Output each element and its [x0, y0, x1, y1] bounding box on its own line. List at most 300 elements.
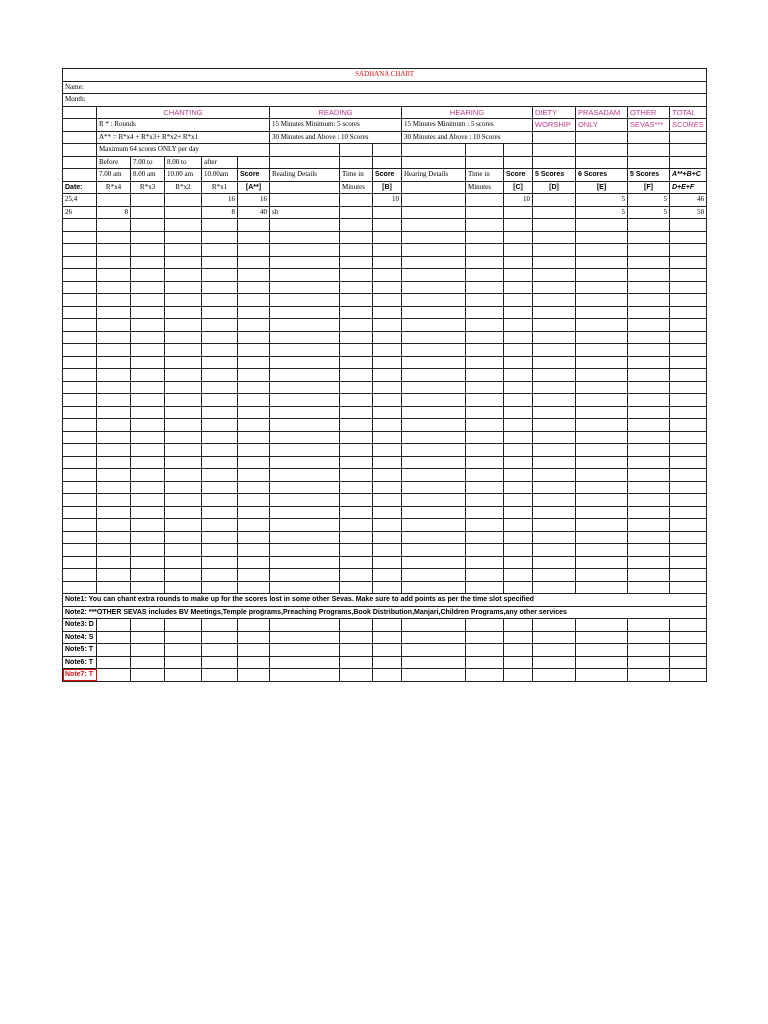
empty-cell[interactable]	[533, 394, 576, 407]
empty-cell[interactable]	[576, 356, 628, 369]
empty-cell[interactable]	[576, 569, 628, 582]
empty-cell[interactable]	[202, 456, 238, 469]
empty-cell[interactable]	[165, 331, 202, 344]
empty-cell[interactable]	[238, 256, 270, 269]
empty-cell[interactable]	[533, 631, 576, 644]
empty-cell[interactable]	[202, 431, 238, 444]
empty-cell[interactable]	[238, 494, 270, 507]
empty-cell[interactable]	[97, 331, 131, 344]
empty-cell[interactable]	[373, 369, 402, 382]
empty-cell[interactable]	[373, 394, 402, 407]
empty-cell[interactable]	[466, 619, 504, 632]
empty-cell[interactable]	[373, 656, 402, 669]
empty-cell[interactable]	[402, 506, 466, 519]
empty-cell[interactable]	[97, 619, 131, 632]
empty-cell[interactable]	[670, 281, 707, 294]
empty-cell[interactable]	[628, 219, 670, 232]
empty-cell[interactable]	[270, 556, 340, 569]
empty-cell[interactable]	[628, 519, 670, 532]
empty-cell[interactable]	[504, 569, 533, 582]
empty-cell[interactable]	[670, 406, 707, 419]
empty-cell[interactable]	[504, 394, 533, 407]
empty-cell[interactable]	[466, 294, 504, 307]
empty-cell[interactable]	[402, 344, 466, 357]
cell-hearing[interactable]	[402, 194, 466, 207]
empty-cell[interactable]	[202, 494, 238, 507]
empty-cell[interactable]	[628, 344, 670, 357]
empty-cell[interactable]	[270, 619, 340, 632]
empty-cell[interactable]	[533, 369, 576, 382]
empty-cell[interactable]	[202, 331, 238, 344]
empty-cell[interactable]	[670, 631, 707, 644]
empty-cell[interactable]	[131, 219, 165, 232]
empty-cell[interactable]	[628, 456, 670, 469]
empty-cell[interactable]	[270, 394, 340, 407]
empty-cell[interactable]	[466, 494, 504, 507]
cell-f[interactable]: 5	[628, 206, 670, 219]
empty-cell[interactable]	[270, 581, 340, 594]
empty-cell[interactable]	[504, 469, 533, 482]
empty-cell[interactable]	[504, 519, 533, 532]
empty-cell[interactable]	[238, 456, 270, 469]
empty-cell[interactable]	[402, 231, 466, 244]
empty-cell[interactable]	[340, 519, 373, 532]
empty-cell[interactable]	[238, 369, 270, 382]
empty-cell[interactable]	[97, 381, 131, 394]
empty-cell[interactable]	[63, 431, 97, 444]
empty-cell[interactable]	[533, 256, 576, 269]
empty-cell[interactable]	[466, 644, 504, 657]
empty-cell[interactable]	[165, 469, 202, 482]
empty-cell[interactable]	[533, 544, 576, 557]
empty-cell[interactable]	[628, 444, 670, 457]
empty-cell[interactable]	[340, 369, 373, 382]
empty-cell[interactable]	[533, 669, 576, 682]
empty-cell[interactable]	[202, 644, 238, 657]
empty-cell[interactable]	[63, 231, 97, 244]
empty-cell[interactable]	[202, 531, 238, 544]
empty-cell[interactable]	[165, 219, 202, 232]
empty-cell[interactable]	[63, 306, 97, 319]
empty-cell[interactable]	[131, 531, 165, 544]
empty-cell[interactable]	[165, 644, 202, 657]
empty-cell[interactable]	[202, 556, 238, 569]
empty-cell[interactable]	[373, 419, 402, 432]
cell-r2[interactable]	[165, 194, 202, 207]
empty-cell[interactable]	[340, 344, 373, 357]
empty-cell[interactable]	[131, 281, 165, 294]
empty-cell[interactable]	[340, 319, 373, 332]
empty-cell[interactable]	[504, 244, 533, 257]
empty-cell[interactable]	[340, 256, 373, 269]
cell-d[interactable]	[533, 194, 576, 207]
empty-cell[interactable]	[533, 444, 576, 457]
empty-cell[interactable]	[373, 519, 402, 532]
empty-cell[interactable]	[466, 319, 504, 332]
empty-cell[interactable]	[402, 294, 466, 307]
empty-cell[interactable]	[402, 481, 466, 494]
empty-cell[interactable]	[373, 669, 402, 682]
empty-cell[interactable]	[373, 294, 402, 307]
empty-cell[interactable]	[533, 219, 576, 232]
empty-cell[interactable]	[533, 294, 576, 307]
empty-cell[interactable]	[670, 444, 707, 457]
cell-c[interactable]: 10	[504, 194, 533, 207]
empty-cell[interactable]	[504, 381, 533, 394]
empty-cell[interactable]	[533, 281, 576, 294]
empty-cell[interactable]	[628, 631, 670, 644]
empty-cell[interactable]	[202, 631, 238, 644]
empty-cell[interactable]	[373, 406, 402, 419]
empty-cell[interactable]	[373, 481, 402, 494]
empty-cell[interactable]	[576, 419, 628, 432]
empty-cell[interactable]	[165, 569, 202, 582]
empty-cell[interactable]	[131, 306, 165, 319]
empty-cell[interactable]	[576, 644, 628, 657]
empty-cell[interactable]	[504, 294, 533, 307]
empty-cell[interactable]	[466, 531, 504, 544]
empty-cell[interactable]	[340, 394, 373, 407]
empty-cell[interactable]	[131, 369, 165, 382]
empty-cell[interactable]	[504, 356, 533, 369]
empty-cell[interactable]	[466, 231, 504, 244]
empty-cell[interactable]	[373, 231, 402, 244]
empty-cell[interactable]	[165, 556, 202, 569]
empty-cell[interactable]	[202, 356, 238, 369]
empty-cell[interactable]	[576, 656, 628, 669]
empty-cell[interactable]	[202, 481, 238, 494]
empty-cell[interactable]	[628, 544, 670, 557]
empty-cell[interactable]	[63, 219, 97, 232]
empty-cell[interactable]	[628, 281, 670, 294]
empty-cell[interactable]	[504, 531, 533, 544]
empty-cell[interactable]	[533, 344, 576, 357]
empty-cell[interactable]	[63, 244, 97, 257]
empty-cell[interactable]	[270, 331, 340, 344]
empty-cell[interactable]	[576, 531, 628, 544]
empty-cell[interactable]	[97, 431, 131, 444]
empty-cell[interactable]	[238, 444, 270, 457]
empty-cell[interactable]	[670, 506, 707, 519]
empty-cell[interactable]	[402, 331, 466, 344]
empty-cell[interactable]	[628, 669, 670, 682]
empty-cell[interactable]	[340, 431, 373, 444]
empty-cell[interactable]	[402, 556, 466, 569]
empty-cell[interactable]	[97, 506, 131, 519]
empty-cell[interactable]	[238, 419, 270, 432]
empty-cell[interactable]	[238, 394, 270, 407]
empty-cell[interactable]	[670, 494, 707, 507]
empty-cell[interactable]	[466, 444, 504, 457]
empty-cell[interactable]	[504, 456, 533, 469]
empty-cell[interactable]	[63, 281, 97, 294]
empty-cell[interactable]	[238, 219, 270, 232]
empty-cell[interactable]	[270, 669, 340, 682]
empty-cell[interactable]	[373, 631, 402, 644]
empty-cell[interactable]	[373, 431, 402, 444]
empty-cell[interactable]	[533, 269, 576, 282]
empty-cell[interactable]	[504, 556, 533, 569]
empty-cell[interactable]	[97, 494, 131, 507]
empty-cell[interactable]	[504, 631, 533, 644]
empty-cell[interactable]	[504, 506, 533, 519]
empty-cell[interactable]	[131, 344, 165, 357]
empty-cell[interactable]	[504, 219, 533, 232]
empty-cell[interactable]	[131, 394, 165, 407]
empty-cell[interactable]	[202, 669, 238, 682]
empty-cell[interactable]	[533, 469, 576, 482]
empty-cell[interactable]	[466, 219, 504, 232]
cell-date[interactable]: 26	[63, 206, 97, 219]
empty-cell[interactable]	[670, 544, 707, 557]
empty-cell[interactable]	[466, 394, 504, 407]
empty-cell[interactable]	[576, 556, 628, 569]
empty-cell[interactable]	[628, 356, 670, 369]
cell-date[interactable]: 25,4	[63, 194, 97, 207]
empty-cell[interactable]	[97, 519, 131, 532]
empty-cell[interactable]	[576, 344, 628, 357]
empty-cell[interactable]	[373, 456, 402, 469]
empty-cell[interactable]	[504, 619, 533, 632]
empty-cell[interactable]	[628, 469, 670, 482]
empty-cell[interactable]	[63, 344, 97, 357]
empty-cell[interactable]	[340, 544, 373, 557]
empty-cell[interactable]	[63, 419, 97, 432]
empty-cell[interactable]	[202, 231, 238, 244]
empty-cell[interactable]	[466, 569, 504, 582]
empty-cell[interactable]	[165, 381, 202, 394]
empty-cell[interactable]	[466, 406, 504, 419]
empty-cell[interactable]	[402, 619, 466, 632]
cell-rmin[interactable]	[340, 206, 373, 219]
empty-cell[interactable]	[131, 406, 165, 419]
empty-cell[interactable]	[238, 244, 270, 257]
empty-cell[interactable]	[131, 544, 165, 557]
empty-cell[interactable]	[340, 569, 373, 582]
empty-cell[interactable]	[533, 581, 576, 594]
empty-cell[interactable]	[504, 481, 533, 494]
empty-cell[interactable]	[63, 469, 97, 482]
empty-cell[interactable]	[533, 381, 576, 394]
empty-cell[interactable]	[576, 544, 628, 557]
cell-rmin[interactable]	[340, 194, 373, 207]
empty-cell[interactable]	[165, 494, 202, 507]
empty-cell[interactable]	[270, 456, 340, 469]
empty-cell[interactable]	[270, 369, 340, 382]
empty-cell[interactable]	[238, 231, 270, 244]
empty-cell[interactable]	[576, 256, 628, 269]
empty-cell[interactable]	[97, 569, 131, 582]
empty-cell[interactable]	[670, 294, 707, 307]
empty-cell[interactable]	[670, 394, 707, 407]
empty-cell[interactable]	[97, 481, 131, 494]
empty-cell[interactable]	[202, 294, 238, 307]
empty-cell[interactable]	[165, 419, 202, 432]
empty-cell[interactable]	[270, 294, 340, 307]
empty-cell[interactable]	[402, 519, 466, 532]
empty-cell[interactable]	[131, 319, 165, 332]
empty-cell[interactable]	[131, 444, 165, 457]
empty-cell[interactable]	[373, 344, 402, 357]
empty-cell[interactable]	[533, 456, 576, 469]
empty-cell[interactable]	[628, 294, 670, 307]
empty-cell[interactable]	[373, 256, 402, 269]
empty-cell[interactable]	[202, 656, 238, 669]
empty-cell[interactable]	[165, 394, 202, 407]
empty-cell[interactable]	[270, 431, 340, 444]
empty-cell[interactable]	[340, 456, 373, 469]
empty-cell[interactable]	[533, 556, 576, 569]
empty-cell[interactable]	[238, 519, 270, 532]
empty-cell[interactable]	[466, 344, 504, 357]
empty-cell[interactable]	[504, 656, 533, 669]
empty-cell[interactable]	[131, 419, 165, 432]
empty-cell[interactable]	[97, 406, 131, 419]
empty-cell[interactable]	[533, 319, 576, 332]
empty-cell[interactable]	[533, 494, 576, 507]
empty-cell[interactable]	[373, 544, 402, 557]
empty-cell[interactable]	[270, 494, 340, 507]
empty-cell[interactable]	[466, 544, 504, 557]
empty-cell[interactable]	[131, 656, 165, 669]
empty-cell[interactable]	[238, 469, 270, 482]
empty-cell[interactable]	[402, 644, 466, 657]
empty-cell[interactable]	[131, 669, 165, 682]
empty-cell[interactable]	[238, 631, 270, 644]
empty-cell[interactable]	[504, 269, 533, 282]
empty-cell[interactable]	[576, 244, 628, 257]
empty-cell[interactable]	[402, 394, 466, 407]
empty-cell[interactable]	[466, 369, 504, 382]
empty-cell[interactable]	[504, 331, 533, 344]
empty-cell[interactable]	[373, 269, 402, 282]
empty-cell[interactable]	[373, 506, 402, 519]
empty-cell[interactable]	[533, 619, 576, 632]
empty-cell[interactable]	[670, 344, 707, 357]
empty-cell[interactable]	[165, 231, 202, 244]
empty-cell[interactable]	[131, 294, 165, 307]
empty-cell[interactable]	[165, 431, 202, 444]
empty-cell[interactable]	[466, 244, 504, 257]
empty-cell[interactable]	[97, 244, 131, 257]
empty-cell[interactable]	[576, 406, 628, 419]
empty-cell[interactable]	[576, 231, 628, 244]
empty-cell[interactable]	[340, 381, 373, 394]
empty-cell[interactable]	[340, 356, 373, 369]
empty-cell[interactable]	[628, 394, 670, 407]
empty-cell[interactable]	[63, 506, 97, 519]
empty-cell[interactable]	[238, 669, 270, 682]
empty-cell[interactable]	[533, 481, 576, 494]
empty-cell[interactable]	[504, 281, 533, 294]
empty-cell[interactable]	[373, 356, 402, 369]
empty-cell[interactable]	[238, 406, 270, 419]
empty-cell[interactable]	[270, 356, 340, 369]
empty-cell[interactable]	[670, 319, 707, 332]
empty-cell[interactable]	[576, 506, 628, 519]
empty-cell[interactable]	[165, 306, 202, 319]
cell-e[interactable]: 5	[576, 194, 628, 207]
empty-cell[interactable]	[373, 331, 402, 344]
empty-cell[interactable]	[628, 369, 670, 382]
empty-cell[interactable]	[340, 669, 373, 682]
empty-cell[interactable]	[576, 394, 628, 407]
cell-reading[interactable]: sb	[270, 206, 340, 219]
empty-cell[interactable]	[466, 306, 504, 319]
empty-cell[interactable]	[670, 669, 707, 682]
empty-cell[interactable]	[466, 256, 504, 269]
empty-cell[interactable]	[63, 456, 97, 469]
empty-cell[interactable]	[533, 231, 576, 244]
empty-cell[interactable]	[402, 669, 466, 682]
empty-cell[interactable]	[670, 431, 707, 444]
empty-cell[interactable]	[402, 419, 466, 432]
empty-cell[interactable]	[165, 631, 202, 644]
empty-cell[interactable]	[340, 219, 373, 232]
empty-cell[interactable]	[402, 306, 466, 319]
empty-cell[interactable]	[63, 569, 97, 582]
empty-cell[interactable]	[63, 331, 97, 344]
empty-cell[interactable]	[628, 306, 670, 319]
empty-cell[interactable]	[131, 256, 165, 269]
empty-cell[interactable]	[504, 494, 533, 507]
empty-cell[interactable]	[270, 406, 340, 419]
empty-cell[interactable]	[63, 531, 97, 544]
empty-cell[interactable]	[63, 294, 97, 307]
empty-cell[interactable]	[165, 619, 202, 632]
empty-cell[interactable]	[202, 219, 238, 232]
empty-cell[interactable]	[576, 381, 628, 394]
empty-cell[interactable]	[270, 519, 340, 532]
empty-cell[interactable]	[533, 331, 576, 344]
empty-cell[interactable]	[202, 319, 238, 332]
empty-cell[interactable]	[131, 581, 165, 594]
empty-cell[interactable]	[466, 581, 504, 594]
empty-cell[interactable]	[628, 656, 670, 669]
empty-cell[interactable]	[402, 269, 466, 282]
empty-cell[interactable]	[533, 406, 576, 419]
empty-cell[interactable]	[165, 344, 202, 357]
empty-cell[interactable]	[670, 419, 707, 432]
empty-cell[interactable]	[628, 431, 670, 444]
empty-cell[interactable]	[670, 381, 707, 394]
empty-cell[interactable]	[238, 531, 270, 544]
cell-total[interactable]: 50	[670, 206, 707, 219]
empty-cell[interactable]	[504, 581, 533, 594]
empty-cell[interactable]	[270, 644, 340, 657]
empty-cell[interactable]	[131, 481, 165, 494]
empty-cell[interactable]	[165, 581, 202, 594]
empty-cell[interactable]	[340, 269, 373, 282]
empty-cell[interactable]	[238, 294, 270, 307]
empty-cell[interactable]	[131, 506, 165, 519]
empty-cell[interactable]	[238, 556, 270, 569]
empty-cell[interactable]	[466, 556, 504, 569]
empty-cell[interactable]	[533, 531, 576, 544]
empty-cell[interactable]	[670, 569, 707, 582]
empty-cell[interactable]	[97, 256, 131, 269]
empty-cell[interactable]	[97, 469, 131, 482]
empty-cell[interactable]	[340, 306, 373, 319]
empty-cell[interactable]	[628, 331, 670, 344]
empty-cell[interactable]	[466, 481, 504, 494]
empty-cell[interactable]	[202, 619, 238, 632]
empty-cell[interactable]	[97, 544, 131, 557]
empty-cell[interactable]	[63, 481, 97, 494]
empty-cell[interactable]	[504, 544, 533, 557]
empty-cell[interactable]	[533, 419, 576, 432]
empty-cell[interactable]	[402, 356, 466, 369]
